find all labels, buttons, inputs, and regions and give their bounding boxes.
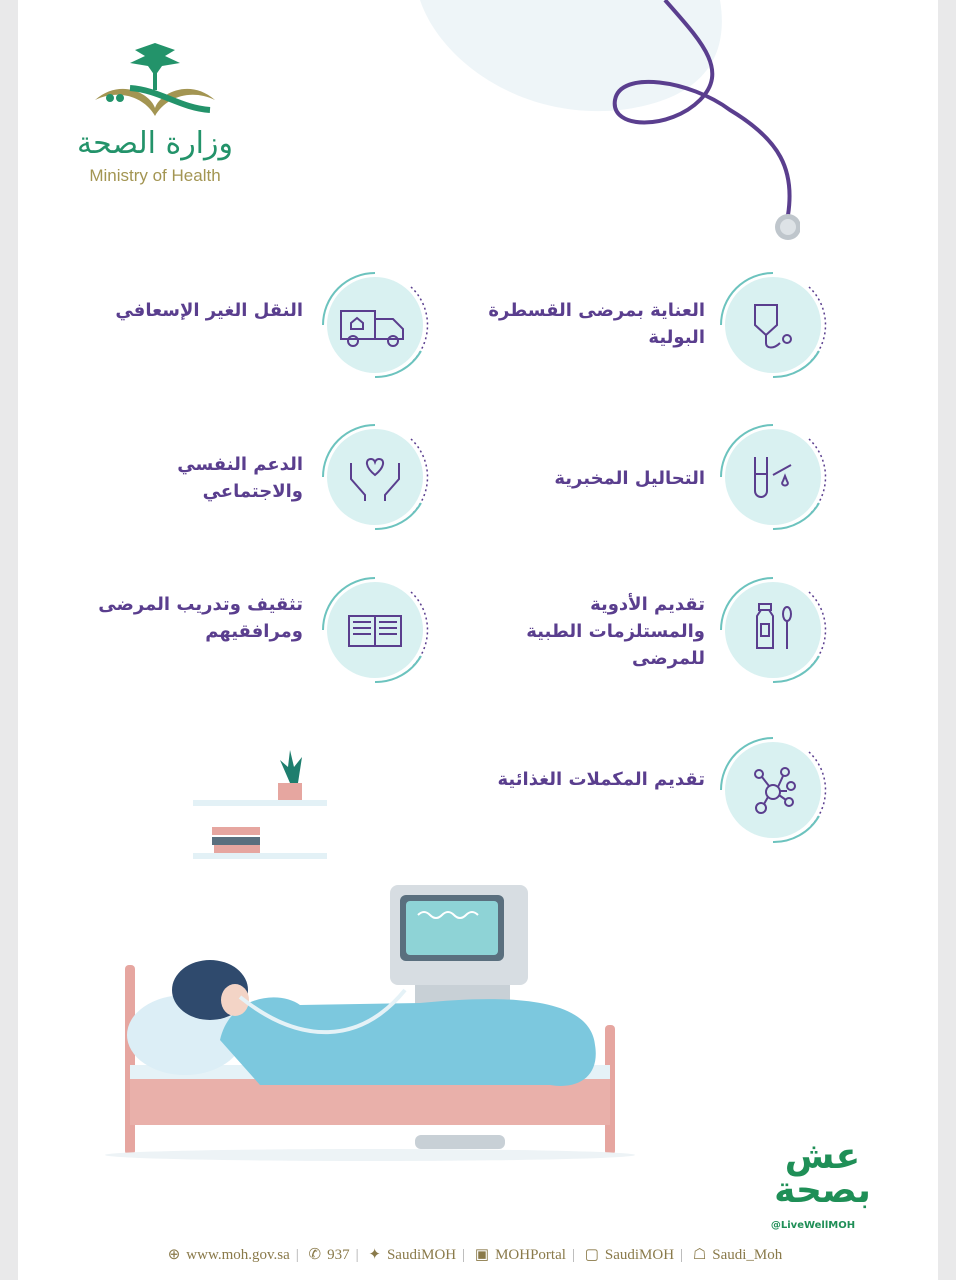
dotted-ring xyxy=(719,736,827,844)
moh-logo-emblem xyxy=(90,38,220,118)
dotted-ring xyxy=(719,576,827,684)
globe-icon: ⊕ xyxy=(167,1247,181,1263)
service-label: العناية بمرضى القسطرة البولية xyxy=(488,300,705,348)
service-label: النقل الغير الإسعافي xyxy=(115,300,303,321)
snapchat-icon: ☖ xyxy=(692,1247,707,1263)
twitter-handle[interactable]: SaudiMOH xyxy=(386,1247,457,1263)
website-link[interactable]: www.moh.gov.sa xyxy=(186,1247,290,1263)
brand-handle[interactable]: @LiveWellMOH xyxy=(770,1220,856,1231)
service-label: الدعم النفسي والاجتماعي xyxy=(177,454,303,502)
facebook-handle[interactable]: SaudiMOH xyxy=(604,1247,675,1263)
live-well-logo xyxy=(765,1136,880,1211)
dotted-ring xyxy=(321,423,429,531)
service-label: التحاليل المخبرية xyxy=(554,468,705,489)
dotted-ring xyxy=(719,271,827,379)
brand-line-2: بصحة xyxy=(774,1170,871,1211)
snapchat-handle[interactable]: Saudi_Moh xyxy=(712,1247,783,1263)
service-label: تقديم المكملات الغذائية xyxy=(497,769,705,790)
youtube-icon: ▣ xyxy=(474,1247,490,1263)
phone-number[interactable]: 937 xyxy=(327,1247,350,1263)
service-label: تثقيف وتدريب المرضى ومرافقيهم xyxy=(98,594,303,642)
phone-icon: ✆ xyxy=(308,1247,322,1263)
twitter-icon: ✦ xyxy=(368,1247,381,1263)
dotted-ring xyxy=(719,423,827,531)
footer-contacts: ⊕ www.moh.gov.sa | ✆ 937 | ✦ SaudiMOH | ▣ MOHPortal | ▢ SaudiMOH | ☖ Saudi_Moh xyxy=(167,1247,783,1263)
service-label: تقديم الأدوية والمستلزمات الطبية للمرضى xyxy=(526,594,705,669)
stethoscope-illustration xyxy=(400,0,800,250)
logo-english-name: Ministry of Health xyxy=(89,166,221,185)
logo-arabic-name: وزارة الصحة xyxy=(77,126,233,161)
brand-line-1: عش xyxy=(784,1136,861,1177)
youtube-handle[interactable]: MOHPortal xyxy=(495,1247,566,1263)
patient-bed-illustration xyxy=(100,745,640,1175)
facebook-icon: ▢ xyxy=(584,1247,599,1263)
dotted-ring xyxy=(321,576,429,684)
dotted-ring xyxy=(321,271,429,379)
